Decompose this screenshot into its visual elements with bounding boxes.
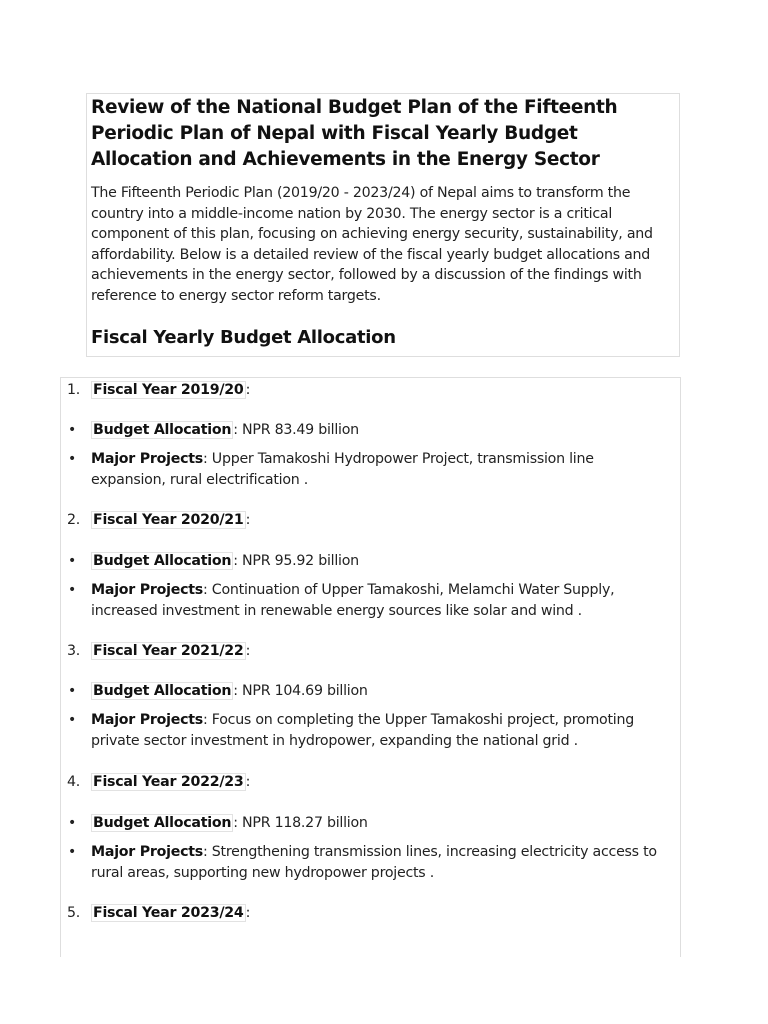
budget-value: : NPR 83.49 billion [233, 422, 359, 438]
projects-bullet [67, 580, 657, 621]
year-label: Fiscal Year 2020/21 [93, 512, 244, 528]
list-number: 5. [67, 905, 81, 921]
bullet-icon: • [68, 582, 77, 598]
budget-bullet [67, 813, 657, 834]
year-suffix: : [245, 512, 251, 528]
projects-label: Major Projects [91, 451, 204, 467]
year-item [67, 641, 250, 661]
year-label: Fiscal Year 2023/24 [93, 905, 244, 921]
budget-label: Budget Allocation [93, 683, 232, 699]
bullet-icon: • [68, 422, 77, 438]
year-label: Fiscal Year 2019/20 [93, 382, 244, 398]
budget-value: : NPR 118.27 billion [233, 815, 368, 831]
bullet-icon: • [68, 451, 77, 467]
list-number: 2. [67, 512, 81, 528]
year-suffix: : [245, 643, 251, 659]
projects-text: : Strengthening transmission lines, increasing electricity access to rural areas, supporting new hydropower projects . [91, 844, 657, 881]
budget-value: : NPR 104.69 billion [233, 683, 368, 699]
budget-bullet [67, 551, 657, 572]
intro-paragraph: The Fifteenth Periodic Plan (2019/20 - 2023/24) of Nepal aims to transform the country into a middle-income nation by 2030. The energy sector is a critical component of this plan, focusing on achieving energy security, sustainability, and affordability. Below is a detailed review of the fiscal yearly budget allocations and achievements in the energy sector, followed by a discussion of the findings with reference to energy sector reform targets. [91, 185, 653, 304]
budget-bullet [67, 681, 657, 702]
list-number: 4. [67, 774, 81, 790]
year-label: Fiscal Year 2022/23 [93, 774, 244, 790]
projects-text: : Upper Tamakoshi Hydropower Project, transmission line expansion, rural electrification . [91, 451, 594, 488]
year-item [67, 510, 250, 530]
budget-list [60, 377, 681, 957]
bullet-icon: • [68, 844, 77, 860]
projects-label: Major Projects [91, 712, 204, 728]
intro-section [86, 93, 680, 357]
bullet-icon: • [68, 712, 77, 728]
year-suffix: : [245, 774, 251, 790]
year-item [67, 903, 250, 923]
list-number: 1. [67, 382, 81, 398]
section-heading: Fiscal Yearly Budget Allocation [91, 326, 396, 348]
projects-bullet [67, 710, 657, 751]
bullet-icon: • [68, 553, 77, 569]
year-item [67, 772, 250, 792]
projects-label: Major Projects [91, 582, 204, 598]
year-suffix: : [245, 382, 251, 398]
year-item [67, 380, 250, 400]
projects-text: : Focus on completing the Upper Tamakoshi project, promoting private sector investment in hydropower, expanding the national grid . [91, 712, 634, 749]
year-suffix: : [245, 905, 251, 921]
projects-label: Major Projects [91, 844, 204, 860]
document-title: Review of the National Budget Plan of the Fifteenth Periodic Plan of Nepal with Fiscal Yearly Budget Allocation and Achievements in the Energy Sector [91, 97, 618, 170]
budget-label: Budget Allocation [93, 815, 232, 831]
budget-bullet [67, 420, 657, 441]
projects-bullet [67, 449, 657, 490]
budget-label: Budget Allocation [93, 422, 232, 438]
projects-bullet [67, 842, 657, 883]
projects-text: : Continuation of Upper Tamakoshi, Melamchi Water Supply, increased investment in renewable energy sources like solar and wind . [91, 582, 615, 619]
list-number: 3. [67, 643, 81, 659]
year-label: Fiscal Year 2021/22 [93, 643, 244, 659]
bullet-icon: • [68, 815, 77, 831]
bullet-icon: • [68, 683, 77, 699]
budget-label: Budget Allocation [93, 553, 232, 569]
budget-value: : NPR 95.92 billion [233, 553, 359, 569]
